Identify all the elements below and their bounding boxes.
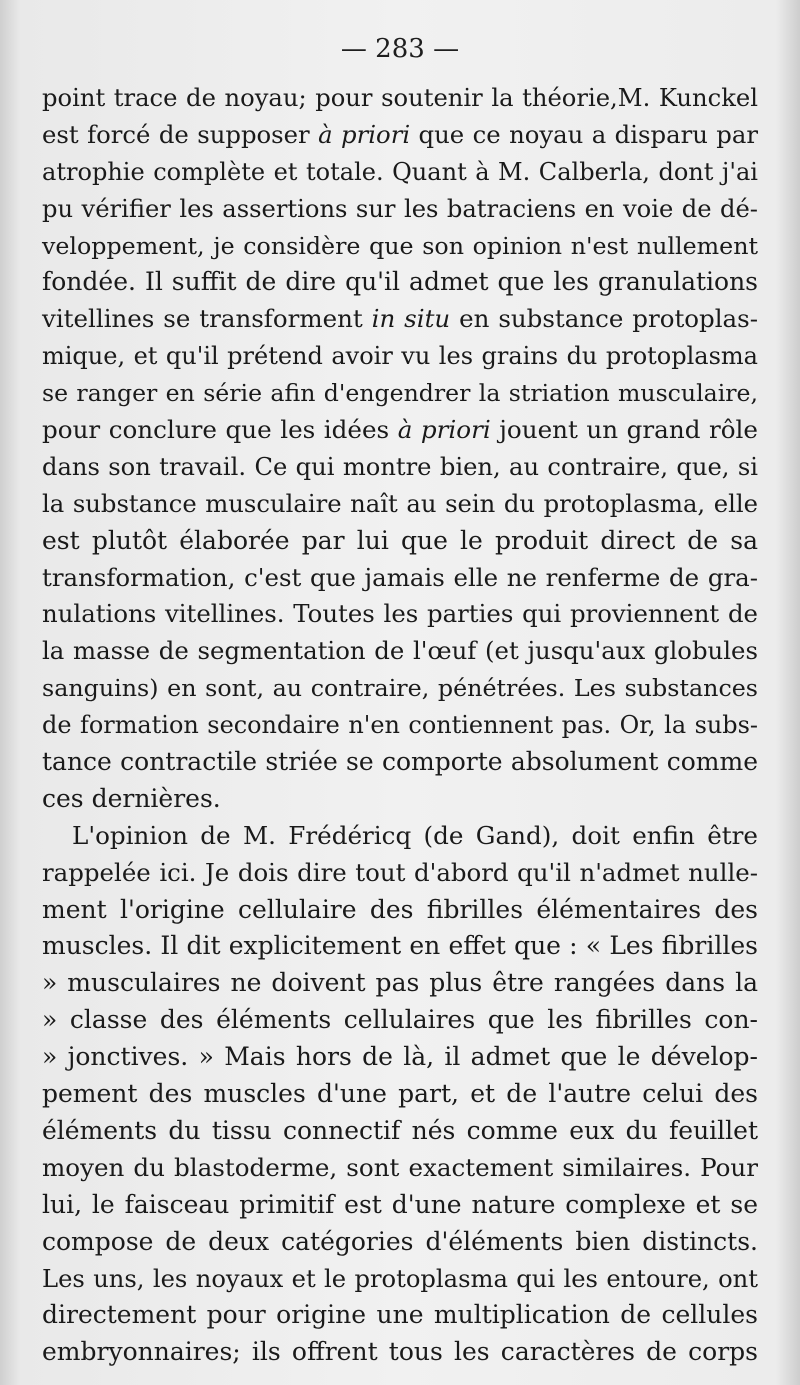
text-line: embryonnaires; ils offrent tous les caractères de corps xyxy=(42,1337,758,1367)
body-text xyxy=(42,80,758,1371)
text-line: » jonctives. » Mais hors de là, il admet que le dévelop- xyxy=(42,1042,758,1072)
text-line: » musculaires ne doivent pas plus être rangées dans la xyxy=(42,968,758,998)
text-line: Les uns, les noyaux et le protoplasma qui les entoure, ont xyxy=(42,1264,758,1293)
text-line: rappelée ici. Je dois dire tout d'abord qu'il n'admet nulle- xyxy=(42,857,758,887)
text-line: point trace de noyau; pour soutenir la théorie,M. Kunckel xyxy=(42,83,758,112)
text-line: est plutôt élaborée par lui que le produit direct de sa xyxy=(42,525,758,555)
text-line: » classe des éléments cellulaires que les fibrilles con- xyxy=(42,1005,758,1035)
text-line: veloppement, je considère que son opinion n'est nullement xyxy=(42,231,758,260)
text-line: moyen du blastoderme, sont exactement similaires. Pour xyxy=(42,1152,758,1182)
text-line: éléments du tissu connectif nés comme eux du feuillet xyxy=(42,1115,758,1145)
text-line: se ranger en série afin d'engendrer la striation musculaire, xyxy=(42,379,758,408)
text-line: directement pour origine une multiplication de cellules xyxy=(42,1300,758,1330)
text-line: compose de deux catégories d'éléments bien distincts. xyxy=(42,1226,758,1256)
italic-phrase: à priori xyxy=(397,415,491,445)
text-line: la substance musculaire naît au sein du protoplasma, elle xyxy=(42,488,758,518)
text-line: de formation secondaire n'en contiennent pas. Or, la subs- xyxy=(42,711,758,740)
page-number: — 283 — xyxy=(340,34,460,64)
text-line: la masse de segmentation de l'œuf (et jusqu'aux globules xyxy=(42,636,758,666)
text-line: lui, le faisceau primitif est d'une nature complexe et se xyxy=(42,1189,758,1219)
italic-phrase: in situ xyxy=(371,304,451,334)
text-line: pour conclure que les idées à priori jouent un grand rôle xyxy=(42,415,758,445)
text-line: ment l'origine cellulaire des fibrilles élémentaires des xyxy=(42,894,758,924)
text-line: nulations vitellines. Toutes les parties qui proviennent de xyxy=(42,599,758,629)
text-line: muscles. Il dit explicitement en effet que : « Les fibrilles xyxy=(42,931,758,961)
text-line: mique, et qu'il prétend avoir vu les grains du protoplasma xyxy=(42,342,758,371)
text-line: fondée. Il suffit de dire qu'il admet que les granulations xyxy=(42,267,758,297)
text-line: sanguins) en sont, au contraire, pénétrées. Les substances xyxy=(42,674,758,703)
text-line: L'opinion de M. Frédéricq (de Gand), doit enfin être xyxy=(72,820,758,850)
text-line: pement des muscles d'une part, et de l'autre celui des xyxy=(42,1079,758,1109)
text-line: vitellines se transforment in situ en substance protoplas- xyxy=(42,304,759,334)
text-line: dans son travail. Ce qui montre bien, au contraire, que, si xyxy=(42,452,758,481)
text-line: ces dernières. xyxy=(42,783,221,813)
text-line: pu vérifier les assertions sur les batraciens en voie de dé- xyxy=(42,194,758,223)
text-line: est forcé de supposer à priori que ce noyau a disparu par xyxy=(42,119,759,149)
text-line: tance contractile striée se comporte absolument comme xyxy=(42,747,758,777)
italic-phrase: à priori xyxy=(318,119,411,149)
text-line: atrophie complète et totale. Quant à M. Calberla, dont j'ai xyxy=(42,157,758,186)
text-line: transformation, c'est que jamais elle ne renferme de gra- xyxy=(42,562,758,592)
